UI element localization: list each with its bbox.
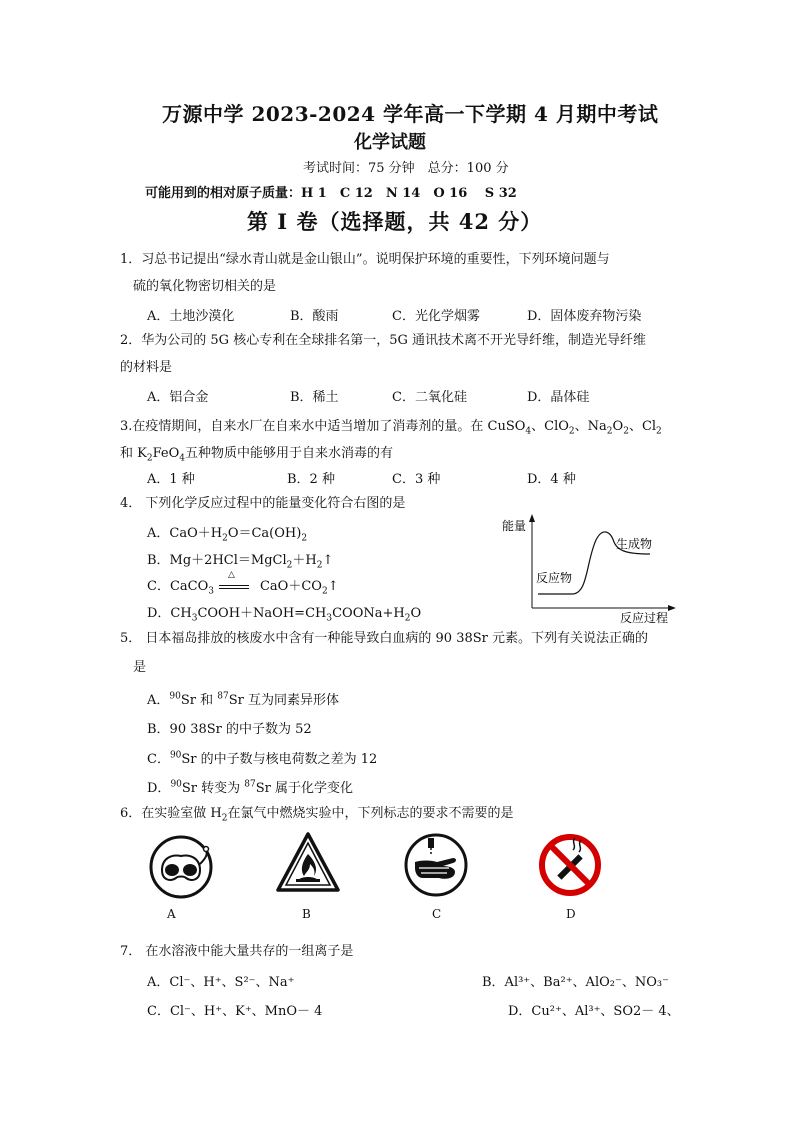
atomic-mass-info: 可能用到的相对原子质量：H 1 C 12 N 14 O 16 S 32 [145,186,517,201]
q4-text: O＝Ca(OH) [227,526,302,541]
q4-text: ↑ [327,579,339,594]
q3-sub: 2 [568,426,575,437]
q6-text: 6．在实验室做 H [120,806,222,821]
q3-text: 、ClO [531,419,569,434]
q6-stem [120,805,514,828]
q6-text: 在氯气中燃烧实验中，下列标志的要求不需要的是 [227,806,514,821]
q2-option-d: D．晶体硅 [527,390,590,405]
q7-option-a: A．Cl⁻、H⁺、S²⁻、Na⁺ [147,975,295,990]
exam-time-info: 考试时间：75 分钟 总分：100 分 [303,161,509,176]
x-axis-label: 反应过程 [620,611,669,625]
q4-option-a [147,522,307,544]
q3-option-a: A．1 种 [147,472,195,487]
q7-option-c: C．Cl⁻、H⁺、K⁺、MnO－ 4 [147,1004,323,1019]
q3-stem-line2 [120,445,393,468]
q3-stem-line1 [120,418,662,441]
q4-sub: 2 [301,533,308,544]
q2-stem-line1: 2．华为公司的 5G 核心专利在全球排名第一，5G 通讯技术离不开光导纤维，制造光导纤维 [120,333,646,348]
product-label: 生成物 [616,537,653,551]
q4-sub: 2 [404,613,411,624]
q7-option-b: B．Al³⁺、Ba²⁺、AlO₂⁻、NO₃⁻ [482,975,669,990]
q7-stem: 7． 在水溶液中能大量共存的一组离子是 [120,944,354,959]
q2-stem-line2: 的材料是 [120,360,173,375]
q4-sub: 2 [286,560,293,571]
y-axis-arrow [529,514,535,522]
q7-option-d: D．Cu²⁺、Al³⁺、SO2－ 4、 [508,1004,680,1019]
q4-sub: 3 [326,613,333,624]
q4-stem: 4． 下列化学反应过程中的能量变化符合右图的是 [120,496,406,511]
section-title: 第 I 卷（选择题，共 42 分） [247,209,543,234]
q2-option-b: B．稀土 [290,390,339,405]
q4-text: C．CaCO [147,579,209,594]
q5-option-b: B．90 38Sr 的中子数为 52 [147,722,312,737]
q5-sup: 87 [217,691,229,702]
x-axis-arrow [668,605,676,611]
q5-text: Sr 属于化学变化 [255,781,353,796]
q5-text: Sr 互为同素异形体 [228,693,339,708]
q4-sub: 3 [191,613,198,624]
q5-option-c [147,748,377,767]
q2-option-c: C．二氧化硅 [392,390,467,405]
q3-text: 、Cl [628,419,657,434]
q4-text: D．CH [147,606,192,621]
q5-text: D． [147,781,171,796]
q4-text: A．CaO＋H [147,526,223,541]
q4-option-c [147,570,339,597]
y-axis-label: 能量 [502,519,527,533]
q6-label-c: C [432,907,442,921]
q4-option-d [147,602,421,624]
q5-stem-line1: 5． 日本福岛排放的核废水中含有一种能导致白血病的 90 38Sr 元素。下列有关说法正确的 [120,631,649,646]
q2-option-a: A．铝合金 [147,390,209,405]
q1-option-d: D．固体废弃物污染 [527,309,642,324]
no-smoking-icon [537,832,603,898]
hand-wash-sign-icon [403,832,469,898]
q3-option-d: D．4 种 [527,472,576,487]
exam-subtitle: 化学试题 [354,132,426,153]
q5-option-d [147,777,353,796]
q6-sub: 2 [221,813,228,824]
q3-text: O [612,419,624,434]
q5-sup: 90 [170,779,182,790]
q5-text: Sr 的中子数与核电荷数之差为 12 [181,752,378,767]
reactant-label: 反应物 [536,571,573,585]
goggles-sign-icon [148,834,214,900]
q6-label-a: A [167,907,176,921]
q3-option-b: B．2 种 [287,472,335,487]
q4-sub: 3 [208,586,214,597]
q4-text: CaO＋CO [259,579,322,594]
q3-sub: 2 [606,426,613,437]
q4-text: COOH＋NaOH=CH [197,606,327,621]
q1-stem-line2: 硫的氧化物密切相关的是 [133,279,277,294]
q1-option-b: B．酸雨 [290,309,339,324]
q3-text: 五种物质中能够用于自来水消毒的有 [185,446,394,461]
q1-option-c: C．光化学烟雾 [392,309,480,324]
q4-text: O [410,606,422,621]
q3-text: 、Na [574,419,607,434]
q3-sub: 2 [656,426,662,437]
q3-text: 和 K [120,446,147,461]
q5-sup: 87 [244,779,256,790]
exam-title: 万源中学 2023-2024 学年高一下学期 4 月期中考试 [162,102,659,126]
energy-diagram [500,512,680,627]
q5-sup: 90 [169,691,181,702]
q4-text: ＋H [292,553,317,568]
q4-sub: 2 [222,533,228,544]
q3-sub: 4 [525,426,532,437]
q1-option-a: A．土地沙漠化 [147,309,235,324]
q5-text: A． [147,693,170,708]
q5-text: Sr 转变为 [181,781,245,796]
q6-label-b: B [302,907,311,921]
q5-sup: 90 [169,750,182,761]
q5-option-a [147,689,339,708]
q4-text: COONa+H [332,606,405,621]
q4-text: B．Mg＋2HCl＝MgCl [147,553,287,568]
q5-text: Sr 和 [180,693,218,708]
heat-symbol: △ [227,570,235,580]
q3-sub: 4 [179,453,185,464]
q3-text: 3.在疫情期间，自来水厂在自来水中适当增加了消毒剂的量。在 CuSO [120,419,526,434]
q3-text: FeO [152,446,180,461]
q1-stem-line1: 1．习总书记提出“绿水青山就是金山银山”。说明保护环境的重要性，下列环境问题与 [120,252,610,267]
reaction-condition [218,570,250,594]
q3-sub: 2 [623,426,629,437]
equals-double-line [219,585,249,589]
q5-text: C． [147,752,170,767]
flammable-warning-icon [276,832,340,896]
q3-sub: 2 [146,453,153,464]
q5-stem-line2: 是 [133,660,147,675]
q4-sub: 2 [316,560,323,571]
q4-sub: 2 [321,586,328,597]
q4-option-b [147,549,333,571]
q6-label-d: D [566,907,576,921]
q4-text: ↑ [322,553,334,568]
q3-option-c: C．3 种 [392,472,441,487]
